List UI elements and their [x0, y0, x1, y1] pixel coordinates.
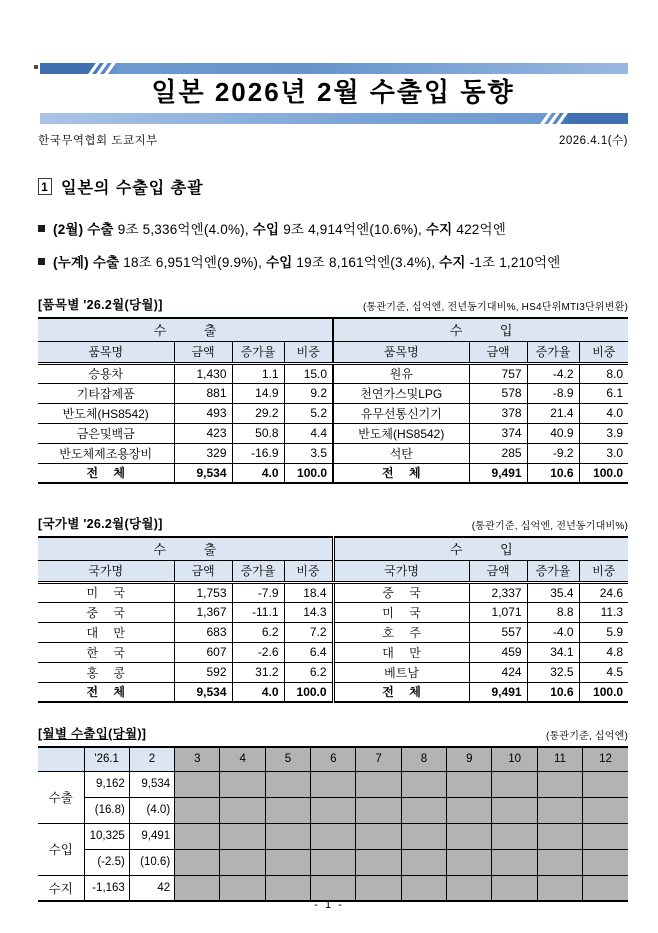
table-body [38, 771, 628, 901]
table-columns-row [38, 341, 628, 363]
bullet-text-segment: 422억엔 [452, 222, 506, 237]
table-cell [175, 875, 220, 901]
table-cell: 11.3 [579, 602, 628, 622]
table-cell [583, 797, 628, 823]
row-label: 수출 [38, 771, 84, 823]
table-cell: 6.4 [284, 642, 333, 662]
table-cell [447, 823, 492, 849]
table-cell [537, 771, 582, 797]
table-cell [220, 797, 265, 823]
table-cell: -4.2 [527, 363, 579, 383]
bullet-text-segment: 수출 [87, 222, 114, 237]
table-cell: 8.0 [579, 363, 628, 383]
table-cell [447, 849, 492, 875]
organization-name: 한국무역협회 도쿄지부 [38, 135, 158, 147]
table-cell [492, 875, 537, 901]
column-header: 비중 [579, 560, 628, 582]
table-body [38, 582, 628, 702]
column-header: 비중 [579, 341, 628, 363]
table-cell [401, 823, 446, 849]
monthly-table-caption-row [38, 724, 628, 742]
row-label: 대 만 [38, 622, 174, 642]
total-cell: 100.0 [284, 463, 333, 483]
bullet-square-icon [38, 225, 45, 232]
table-cell: -4.0 [527, 622, 579, 642]
table-cell: 5.2 [284, 403, 333, 423]
column-header: 금액 [469, 560, 527, 582]
total-cell: 100.0 [579, 463, 628, 483]
row-label: 중 국 [333, 582, 469, 602]
table-cell: (16.8) [84, 797, 129, 823]
table-cell: 35.4 [527, 582, 579, 602]
table-cell: -7.9 [232, 582, 284, 602]
bullet-text-segment: 9조 4,914억엔(10.6%), [279, 222, 426, 237]
table-cell [175, 823, 220, 849]
table-cell [265, 875, 310, 901]
table-cell: 50.8 [232, 423, 284, 443]
total-cell: 10.6 [527, 463, 579, 483]
column-header: 국가명 [38, 560, 174, 582]
row-label: 베트남 [333, 662, 469, 682]
table-cell: 329 [174, 443, 232, 463]
month-header-row [38, 747, 628, 771]
table-cell: 14.3 [284, 602, 333, 622]
table-cell: 557 [469, 622, 527, 642]
column-header: 증가율 [527, 560, 579, 582]
table-cell: -9.2 [527, 443, 579, 463]
table-cell: 8.8 [527, 602, 579, 622]
table-cell: 459 [469, 642, 527, 662]
total-row [38, 463, 628, 483]
month-header: 3 [175, 747, 220, 771]
table-cell [537, 823, 582, 849]
month-header: 6 [311, 747, 356, 771]
table-cell: 493 [174, 403, 232, 423]
summary-bullet [38, 218, 628, 238]
corner-dot [34, 65, 38, 69]
table-cell: -1,163 [84, 875, 129, 901]
table-header-row [38, 318, 628, 341]
total-cell: 9,491 [469, 463, 527, 483]
table-cell [265, 797, 310, 823]
table-cell [265, 849, 310, 875]
countries-table-caption: [국가별 '26.2월(당월)] [38, 517, 163, 531]
table-cell: 29.2 [232, 403, 284, 423]
table-cell [311, 771, 356, 797]
table-cell [492, 823, 537, 849]
table-cell: 578 [469, 383, 527, 403]
table-cell [583, 771, 628, 797]
table-cell: 3.9 [579, 423, 628, 443]
table-cell [583, 875, 628, 901]
table-cell [492, 771, 537, 797]
column-header: 품목명 [38, 341, 174, 363]
month-header: 12 [583, 747, 628, 771]
table-head [38, 537, 628, 582]
table-cell: 6.2 [284, 662, 333, 682]
table-cell: 1.1 [232, 363, 284, 383]
table-cell: 32.5 [527, 662, 579, 682]
table-cell: 6.1 [579, 383, 628, 403]
table-cell: 7.2 [284, 622, 333, 642]
table-cell: 15.0 [284, 363, 333, 383]
month-header: 7 [356, 747, 401, 771]
items-table-unit-note: (통관기준, 십억엔, 전년동기대비%, HS4단위MTI3단위변환) [363, 302, 628, 313]
table-cell [311, 849, 356, 875]
meta-row [38, 132, 628, 148]
table-cell: 607 [174, 642, 232, 662]
items-table-caption-row [38, 295, 628, 313]
table-cell: 5.9 [579, 622, 628, 642]
bullet-text-segment: 수지 [425, 222, 453, 237]
report-date: 2026.4.1(수) [558, 135, 628, 147]
table-cell [447, 797, 492, 823]
row-label: 석탄 [333, 443, 469, 463]
row-label: 승용차 [38, 363, 174, 383]
table-cell: 683 [174, 622, 232, 642]
summary-bullet [38, 251, 628, 271]
row-label: 한 국 [38, 642, 174, 662]
bullet-text-segment: 수입 [252, 222, 280, 237]
column-header: 증가율 [232, 341, 284, 363]
column-header: 비중 [284, 560, 333, 582]
table-subrow [38, 849, 628, 875]
table-cell: 6.2 [232, 622, 284, 642]
total-cell: 100.0 [284, 682, 333, 702]
row-label: 천연가스및LPG [333, 383, 469, 403]
total-cell: 4.0 [232, 682, 284, 702]
table-cell: 4.8 [579, 642, 628, 662]
table-cell [175, 771, 220, 797]
corner-cell [38, 747, 84, 771]
table-cell: 40.9 [527, 423, 579, 443]
table-cell [401, 771, 446, 797]
table-cell: 374 [469, 423, 527, 443]
table-header-row [38, 537, 628, 560]
column-header: 품목명 [333, 341, 469, 363]
diagonal-stripes-icon [544, 113, 568, 124]
table-cell: 31.2 [232, 662, 284, 682]
table-cell [356, 797, 401, 823]
table-cell [175, 849, 220, 875]
page-number: - 1 - [314, 899, 344, 911]
table-cell: 378 [469, 403, 527, 423]
column-header: 증가율 [232, 560, 284, 582]
section-title: 일본의 수출입 총괄 [61, 180, 204, 197]
table-cell: 9,162 [84, 771, 129, 797]
table-row [38, 582, 628, 602]
table-cell: 1,753 [174, 582, 232, 602]
column-header: 금액 [174, 341, 232, 363]
row-label: 수입 [38, 823, 84, 875]
row-label: 금은및백금 [38, 423, 174, 443]
items-table-caption: [품목별 '26.2월(당월)] [38, 298, 163, 312]
table-cell [311, 875, 356, 901]
table-cell: (-2.5) [84, 849, 129, 875]
summary-bullet-list [38, 218, 628, 271]
table-cell: 3.0 [579, 443, 628, 463]
table-cell [175, 797, 220, 823]
row-label: 기타잡제품 [38, 383, 174, 403]
total-cell: 4.0 [232, 463, 284, 483]
items-table [38, 317, 628, 484]
monthly-table-caption: [월별 수출입(당월)] [38, 727, 147, 741]
row-label: 수지 [38, 875, 84, 901]
row-label: 반도체제조용장비 [38, 443, 174, 463]
month-header: '26.1 [84, 747, 129, 771]
header-bar-bottom [40, 113, 628, 124]
month-header: 10 [492, 747, 537, 771]
table-cell [401, 797, 446, 823]
bullet-text-segment: 수출 [92, 255, 120, 270]
table-cell [447, 875, 492, 901]
table-cell: 10,325 [84, 823, 129, 849]
row-label: 미 국 [38, 582, 174, 602]
row-label: 호 주 [333, 622, 469, 642]
table-cell: 1,430 [174, 363, 232, 383]
table-cell: 34.1 [527, 642, 579, 662]
total-row [38, 682, 628, 702]
table-cell: 4.5 [579, 662, 628, 682]
table-cell: 24.6 [579, 582, 628, 602]
total-cell: 9,491 [469, 682, 527, 702]
table-cell: 424 [469, 662, 527, 682]
table-row [38, 363, 628, 383]
bullet-text-segment: 18조 6,951억엔(9.9%), [119, 255, 266, 270]
table-columns-row [38, 560, 628, 582]
row-label: 중 국 [38, 602, 174, 622]
row-label: 원유 [333, 363, 469, 383]
table-cell [311, 797, 356, 823]
table-subrow [38, 797, 628, 823]
table-cell [401, 849, 446, 875]
column-header: 금액 [469, 341, 527, 363]
table-cell [356, 823, 401, 849]
table-row [38, 823, 628, 849]
table-row [38, 423, 628, 443]
table-cell: 285 [469, 443, 527, 463]
bullet-text-segment: (누계) [53, 255, 93, 270]
diagonal-stripes-icon [92, 63, 116, 74]
total-cell: 9,534 [174, 463, 232, 483]
import-header: 수 입 [333, 318, 628, 341]
table-cell: 4.0 [579, 403, 628, 423]
table-cell: 18.4 [284, 582, 333, 602]
table-cell: -8.9 [527, 383, 579, 403]
table-row [38, 403, 628, 423]
table-cell: (10.6) [129, 849, 174, 875]
column-header: 증가율 [527, 341, 579, 363]
total-cell: 100.0 [579, 682, 628, 702]
table-cell [265, 823, 310, 849]
month-header: 2 [129, 747, 174, 771]
table-cell [220, 875, 265, 901]
column-header: 국가명 [333, 560, 469, 582]
table-cell: 881 [174, 383, 232, 403]
table-row [38, 602, 628, 622]
export-header: 수 출 [38, 318, 333, 341]
table-body [38, 363, 628, 483]
countries-table-caption-row [38, 514, 628, 532]
table-cell: 42 [129, 875, 174, 901]
bullet-text-segment: (2월) [53, 222, 88, 237]
countries-table-unit-note: (통관기준, 십억엔, 전년동기대비%) [471, 521, 628, 532]
table-cell: 757 [469, 363, 527, 383]
month-header: 11 [537, 747, 582, 771]
bullet-square-icon [38, 258, 45, 265]
table-row [38, 662, 628, 682]
table-cell [492, 797, 537, 823]
bullet-text-segment: 9조 5,336억엔(4.0%), [113, 222, 253, 237]
table-row [38, 383, 628, 403]
table-cell [492, 849, 537, 875]
table-cell: 14.9 [232, 383, 284, 403]
bullet-text-segment: 수입 [266, 255, 293, 270]
total-label: 전 체 [333, 682, 469, 702]
table-cell: 9,534 [129, 771, 174, 797]
table-cell [220, 849, 265, 875]
table-head [38, 747, 628, 771]
table-cell: -2.6 [232, 642, 284, 662]
total-cell: 10.6 [527, 682, 579, 702]
table-row [38, 443, 628, 463]
row-label: 반도체(HS8542) [38, 403, 174, 423]
table-cell [356, 849, 401, 875]
table-cell [537, 849, 582, 875]
table-cell: 2,337 [469, 582, 527, 602]
countries-table [38, 536, 628, 703]
page-title: 일본 2026년 2월 수출입 동향 [151, 77, 515, 107]
table-cell [583, 849, 628, 875]
monthly-table-unit-note: (통관기준, 십억엔) [545, 731, 628, 742]
table-cell: 1,071 [469, 602, 527, 622]
table-cell [447, 771, 492, 797]
table-cell: 9,491 [129, 823, 174, 849]
total-label: 전 체 [38, 682, 174, 702]
table-row [38, 771, 628, 797]
column-header: 금액 [174, 560, 232, 582]
table-cell [356, 771, 401, 797]
row-label: 유무선통신기기 [333, 403, 469, 423]
table-cell [311, 823, 356, 849]
section-heading [38, 175, 628, 198]
table-row [38, 875, 628, 901]
month-header: 5 [265, 747, 310, 771]
table-cell [220, 771, 265, 797]
table-cell [265, 771, 310, 797]
total-label: 전 체 [333, 463, 469, 483]
bullet-text-segment: 수지 [439, 255, 466, 270]
month-header: 9 [447, 747, 492, 771]
month-header: 4 [220, 747, 265, 771]
month-header: 8 [401, 747, 446, 771]
table-cell: 21.4 [527, 403, 579, 423]
table-cell: 3.5 [284, 443, 333, 463]
table-cell: 423 [174, 423, 232, 443]
total-label: 전 체 [38, 463, 174, 483]
table-row [38, 622, 628, 642]
table-row [38, 642, 628, 662]
table-cell: -11.1 [232, 602, 284, 622]
table-cell [537, 797, 582, 823]
table-cell [583, 823, 628, 849]
export-header: 수 출 [38, 537, 333, 560]
monthly-table [38, 746, 628, 902]
table-cell: 592 [174, 662, 232, 682]
bullet-text-segment: 19조 8,161억엔(3.4%), [292, 255, 440, 270]
table-cell [220, 823, 265, 849]
total-cell: 9,534 [174, 682, 232, 702]
header-bar-top [40, 63, 628, 74]
table-cell [401, 875, 446, 901]
table-cell: (4.0) [129, 797, 174, 823]
column-header: 비중 [284, 341, 333, 363]
row-label: 대 만 [333, 642, 469, 662]
table-cell: 4.4 [284, 423, 333, 443]
table-head [38, 318, 628, 363]
row-label: 반도체(HS8542) [333, 423, 469, 443]
table-cell [537, 875, 582, 901]
row-label: 홍 콩 [38, 662, 174, 682]
row-label: 미 국 [333, 602, 469, 622]
table-cell: -16.9 [232, 443, 284, 463]
section-number-box: 1 [38, 178, 52, 195]
bullet-text-segment: -1조 1,210억엔 [465, 255, 561, 270]
table-cell: 9.2 [284, 383, 333, 403]
table-cell [356, 875, 401, 901]
table-cell: 1,367 [174, 602, 232, 622]
import-header: 수 입 [333, 537, 628, 560]
